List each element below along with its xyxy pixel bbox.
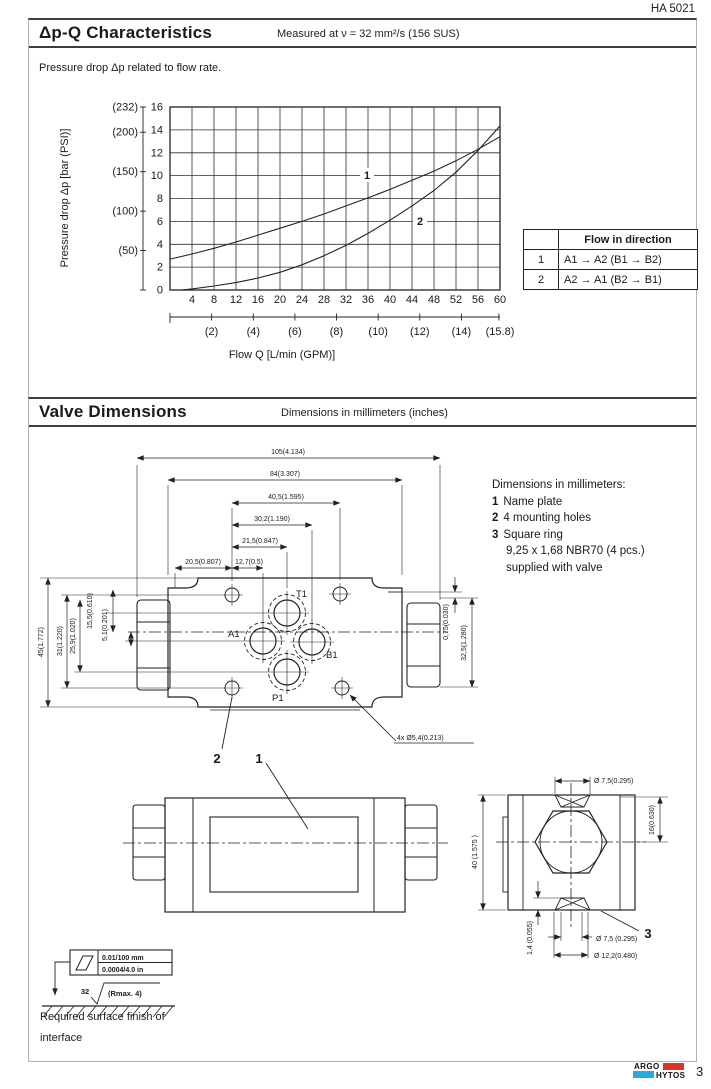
y-tick: 16 [150,101,163,114]
x-tick: 36 [361,294,375,306]
dim-40-5: 40,5(1.595) [268,494,304,501]
callout-square-ring: 3 [644,926,652,941]
y-psi-tick: (100) [112,205,138,218]
dim-30-2: 30,2(1.190) [254,516,290,523]
dim-12-7: 12,7(0.5) [234,559,264,566]
surface-caption [40,1007,165,1049]
section-pq-header [29,20,696,48]
y-tick: 14 [150,124,163,137]
note-extra-line: 9,25 x 1,68 NBR70 (4 pcs.) [506,545,645,557]
x-axis-gpm-ticks [205,326,515,338]
section-dim-header [29,399,696,427]
dim-5-1: 5,1(0.201) [102,609,109,641]
holes-label: 4x Ø5,4(0.213) [397,735,444,742]
section-pq-title: Δp-Q Characteristics [39,23,213,42]
port-label-t1: T1 [296,589,308,600]
square-ring-bottom [555,898,590,910]
curve1-label: 1 [363,170,371,182]
x-tick: 20 [273,294,287,306]
note-number: 2 [492,512,499,524]
section-dim-title: Valve Dimensions [39,402,187,421]
callout-3-leader [601,911,639,931]
front-hex-plug-right [405,805,437,880]
table-header-row [524,230,698,250]
x-axis-title: Flow Q [L/min (GPM)] [228,349,336,361]
dim-15-5: 15,5(0.610) [87,593,94,629]
note-text: 4 mounting holes [503,512,591,524]
y-axis-bar-ticks [151,102,163,297]
surface-leader [55,962,70,995]
x-gpm-tick: (6) [288,326,302,338]
front-hex-plug-left [133,805,165,880]
x-tick: 52 [449,294,463,306]
x-tick: 44 [405,294,419,306]
surface-caption-line2: interface [40,1032,83,1044]
section-pq-subtitle: Measured at ν = 32 mm²/s (156 SUS) [277,28,460,40]
callout-name-plate: 1 [255,751,263,766]
flatness-symbol [76,956,93,970]
argo-hytos-logo [633,1063,695,1080]
x-tick: 4 [188,294,196,306]
front-view [123,798,448,912]
x-tick: 16 [251,294,265,306]
flow-direction-table [523,229,698,290]
flatness-mm: 0.01/100 mm [102,955,144,962]
y-psi-tick: (232) [112,101,138,114]
dim-0-75: 0,75(0.030) [443,604,450,640]
note-number: 1 [492,495,499,508]
x-gpm-tick: (8) [329,326,344,338]
surface-caption-line1: Required surface finish of [40,1011,165,1023]
side-dim-ring-height: 1,4 (0.055) [527,921,534,955]
side-dim-bottom2: Ø 12,2(0.480) [594,953,638,960]
x-tick: 24 [295,294,309,306]
dim-84: 84(3.307) [270,471,300,478]
valve-drawings [28,425,696,1060]
flatness-in: 0.0004/4.0 in [102,967,144,974]
extension-lines [40,465,478,707]
y-tick: 10 [150,170,163,183]
y-psi-tick: (200) [112,126,138,139]
dim-25-9: 25,9(1.020) [70,618,77,654]
x-tick: 60 [493,294,507,306]
y-psi-tick: (150) [112,166,138,179]
y-tick: 8 [156,193,163,205]
table-row [524,250,698,270]
hex-plug-right [407,603,440,687]
note-text: Name plate [503,495,563,508]
logo-red-block [663,1063,684,1070]
callout-2-leader [222,697,232,749]
name-plate [210,817,358,892]
notes-heading: Dimensions in millimeters: [492,479,626,491]
roughness-note: (Rmax. 4) [108,989,142,998]
x-gpm-tick: (2) [204,326,219,338]
x-tick: 48 [427,294,441,306]
x-tick: 40 [383,294,397,306]
doc-code: HA 5021 [650,3,695,15]
row-id: 1 [524,250,559,270]
x-tick: 12 [229,294,243,306]
header-flow-direction: Flow in direction [559,230,698,250]
valve-body-outline [168,578,402,707]
side-dim-left: 40 (1.575 ) [472,835,479,869]
callout-mounting-holes: 2 [213,751,221,766]
logo-blue-block [633,1071,654,1078]
x-gpm-tick: (14) [451,326,472,338]
section-dim-subtitle: Dimensions in millimeters (inches) [281,407,448,419]
y-axis-psi-ticks [112,102,138,258]
x-tick: 28 [317,294,331,306]
note-number: 3 [492,528,499,541]
y-tick: 6 [156,215,163,228]
note-extra-line: supplied with valve [506,561,603,574]
port-label-a1: A1 [228,629,240,640]
y-tick: 12 [150,147,163,160]
side-dim-bottom1: Ø 7,5 (0.295) [596,936,638,943]
callout-1-leader [266,763,308,829]
port-label-p1: P1 [272,693,284,704]
y-tick: 2 [156,261,163,274]
logo-argo-text: ARGO [634,1062,660,1071]
page-number: 3 [696,1064,704,1079]
y-tick: 4 [156,238,163,251]
y-psi-tick: (50) [118,245,138,257]
x-gpm-tick: (4) [246,326,261,338]
y-axis-psi-bracket [140,107,146,290]
x-gpm-tick: (15.8) [485,326,515,338]
row-id: 2 [524,270,559,290]
x-axis-lmin-ticks [189,294,506,306]
x-gpm-tick: (12) [410,326,430,338]
header-empty-cell [524,230,559,250]
dim-21-5: 21,5(0.847) [242,538,278,545]
hex-plug-left [137,600,170,690]
ports [241,591,334,694]
logo-hytos-text: HYTOS [656,1070,686,1080]
x-tick: 56 [471,294,485,306]
y-tick: 0 [156,284,163,297]
note-text: Square ring [503,528,563,541]
dim-32-5: 32,5(1.280) [461,625,468,661]
row-direction: A1 → A2 (B1 → B2) [559,250,698,270]
curve-series-1 [170,137,500,259]
dim-20-5: 20,5(0.807) [185,559,221,566]
dim-31: 31(1.220) [57,626,64,656]
dim-105: 105(4.134) [271,449,305,456]
y-axis-title: Pressure drop Δp [bar (PSI)] [59,128,71,268]
side-dim-right: 16(0.630) [649,805,656,835]
side-dim-top: Ø 7,5(0.295) [594,778,634,785]
row-direction: A2 → A1 (B2 → B1) [559,270,698,290]
dim-45: 45(1.772) [38,627,45,657]
table-row [524,270,698,290]
roughness-value: 32 [80,987,90,996]
side-tab [503,817,508,892]
side-view [478,777,668,958]
top-view [38,449,478,829]
curve2-label: 2 [416,216,424,228]
chart-grid [170,107,500,290]
x-gpm-tick: (10) [368,326,388,338]
x-axis-gpm-bracket [170,313,500,323]
pq-description: Pressure drop Δp related to flow rate. [39,62,222,74]
pq-chart [30,95,530,380]
x-tick: 32 [339,294,353,306]
x-tick: 8 [210,294,218,306]
side-dimension-lines [478,777,668,958]
square-ring-top [555,795,590,807]
chart-curves [170,126,500,290]
port-label-b1: B1 [326,650,338,661]
